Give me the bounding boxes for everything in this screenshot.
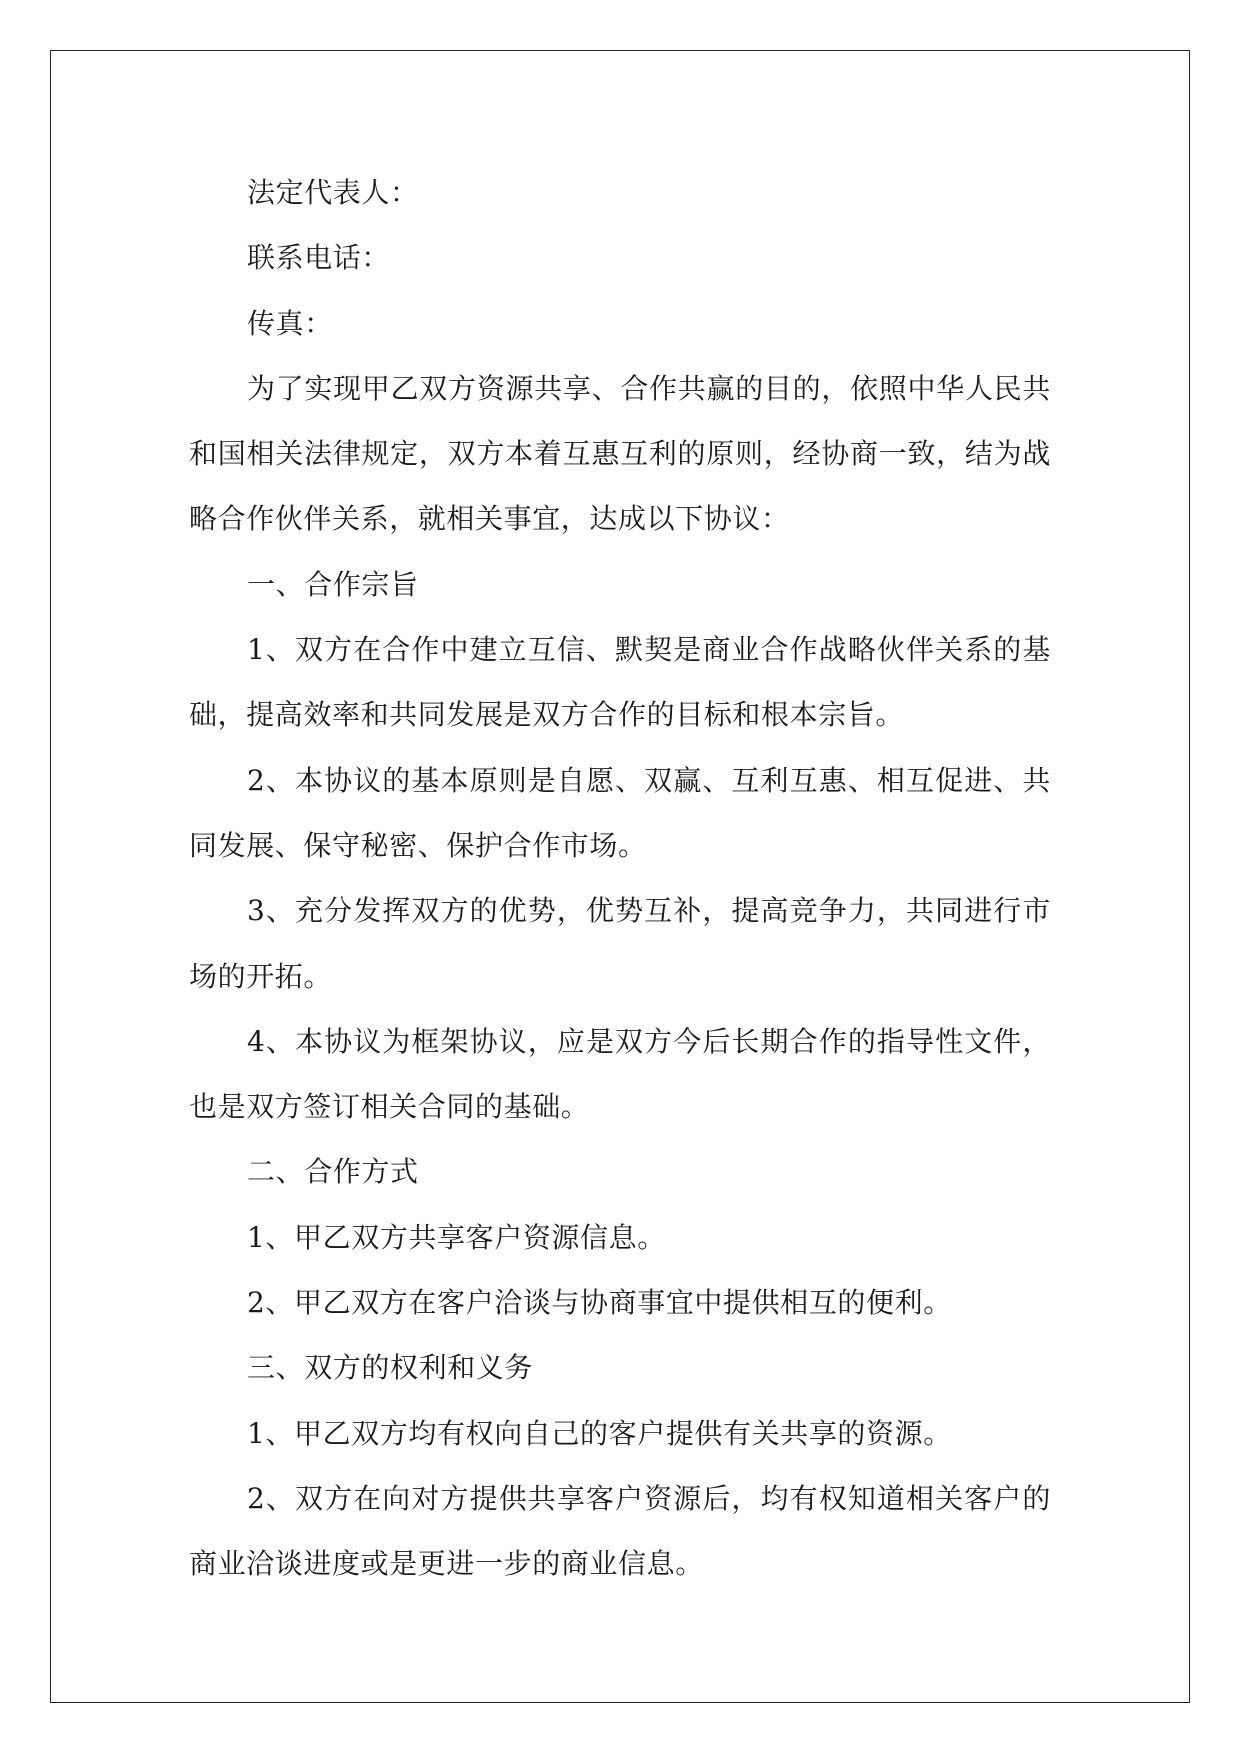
clause-paragraph: 1、甲乙双方共享客户资源信息。 — [247, 1220, 666, 1254]
clause-paragraph: 2、本协议的基本原则是自愿、双赢、互利互惠、相互促进、共同发展、保守秘密、保护合作市场。 — [189, 763, 1051, 862]
clause-paragraph: 1、甲乙双方均有权向自己的客户提供有关共享的资源。 — [247, 1416, 952, 1450]
field-contact-phone: 联系电话： — [247, 241, 391, 275]
clause-paragraph: 1、双方在合作中建立互信、默契是商业合作战略伙伴关系的基础，提高效率和共同发展是双方合作的目标和根本宗旨。 — [189, 633, 1051, 732]
document-body — [189, 160, 1051, 1597]
preamble-paragraph: 为了实现甲乙双方资源共享、合作共赢的目的，依照中华人民共和国相关法律规定，双方本着互惠互利的原则，经协商一致，结为战略合作伙伴关系，就相关事宜，达成以下协议： — [189, 371, 1051, 536]
section-heading-rights-obligations: 三、双方的权利和义务 — [247, 1351, 534, 1385]
field-legal-representative: 法定代表人： — [247, 176, 419, 209]
clause-paragraph: 2、甲乙双方在客户洽谈与协商事宜中提供相互的便利。 — [247, 1286, 952, 1320]
field-fax: 传真： — [247, 306, 333, 340]
clause-paragraph: 2、双方在向对方提供共享客户资源后，均有权知道相关客户的商业洽谈进度或是更进一步的商业信息。 — [189, 1481, 1051, 1581]
clause-paragraph: 4、本协议为框架协议，应是双方今后长期合作的指导性文件，也是双方签订相关合同的基础。 — [189, 1024, 1051, 1124]
section-heading-cooperation-method: 二、合作方式 — [247, 1155, 419, 1189]
section-heading-purpose: 一、合作宗旨 — [247, 567, 419, 601]
clause-paragraph: 3、充分发挥双方的优势，优势互补，提高竞争力，共同进行市场的开拓。 — [189, 894, 1051, 993]
